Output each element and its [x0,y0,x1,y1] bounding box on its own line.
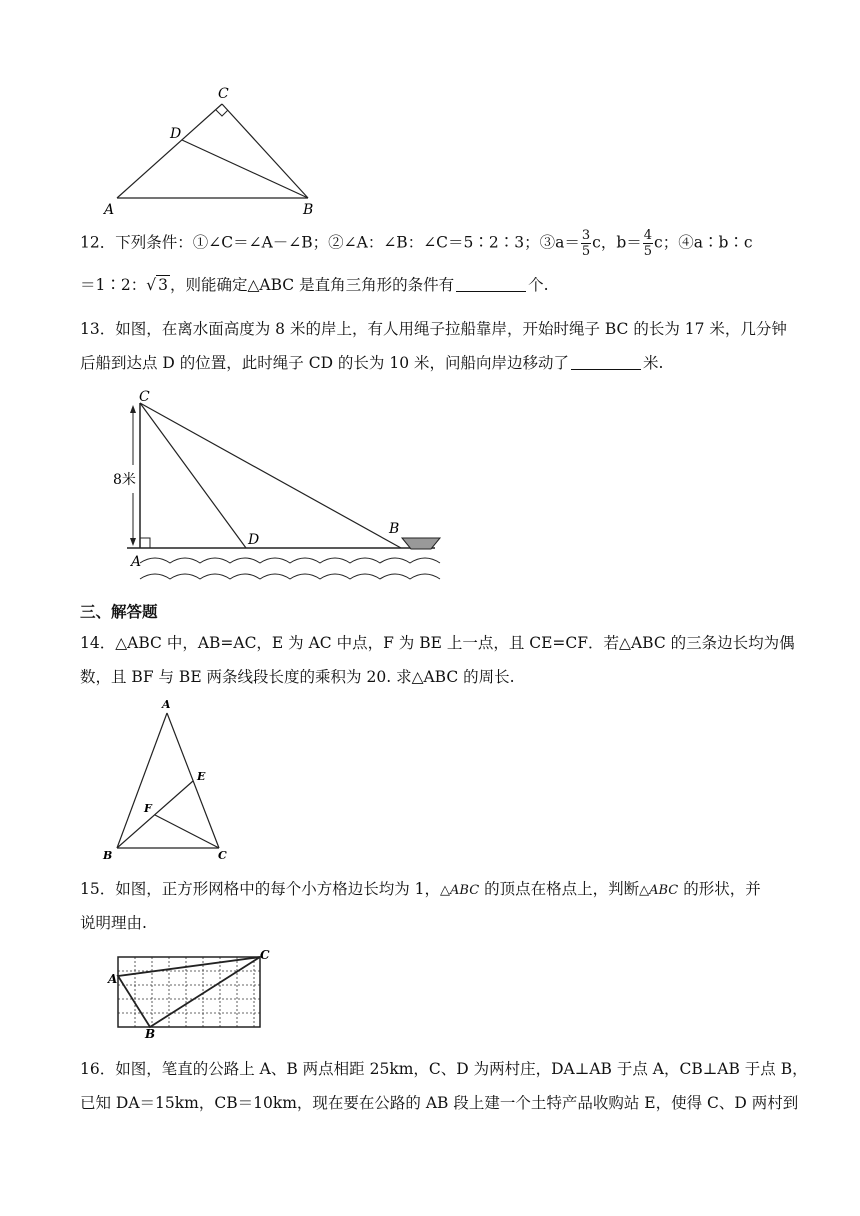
question-12-line1 [80,228,753,259]
sqrt-radicand: 3 [158,276,168,294]
label-b: B [303,202,314,218]
label-d: D [170,126,182,142]
figure-triangle-acb [100,80,340,220]
question-number: 13． [80,320,116,338]
q12-line2-c: 个. [528,276,549,294]
q12-text-b: c，b＝ [592,233,642,252]
label-b: B [103,849,113,862]
figure-isosceles-triangle [100,695,250,865]
question-16-line1 [80,1058,808,1080]
frac-num: 4 [643,228,653,243]
label-height: 8米 [113,472,136,488]
question-number: 15． [80,880,116,898]
q12-text-c: c；④a∶b∶c [654,233,753,252]
q16-line2: 已知 DA＝15km，CB＝10km，现在要在公路的 AB 段上建一个土特产品收购站 E，使得 C、D 两村到 [80,1094,799,1112]
label-d: D [248,532,260,548]
question-number: 16． [80,1060,116,1078]
figure-grid-triangle [100,945,280,1040]
label-e: E [197,770,206,783]
label-c: C [218,849,227,862]
label-b: B [145,1027,156,1040]
q15-line1-b: 的顶点在格点上，判断 [484,880,640,898]
label-c: C [218,86,229,102]
label-f: F [144,802,152,815]
q13-line2-a: 后船到达点 D 的位置，此时绳子 CD 的长为 10 米，问船向岸边移动了 [80,354,570,372]
question-15-line2 [80,912,147,934]
section-title: 三、解答题 [80,603,158,621]
question-14-line2 [80,666,515,688]
q15-line1-a: 如图，正方形网格中的每个小方格边长均为 1， [115,880,441,898]
fraction-3-5 [581,228,591,259]
q15-line2: 说明理由. [80,914,147,932]
label-a: A [108,972,118,986]
label-a: A [162,698,171,711]
frac-den: 5 [581,244,591,259]
q13-line1: 如图，在离水面高度为 8 米的岸上，有人用绳子拉船靠岸，开始时绳子 BC 的长为 17 米，几分钟 [115,320,787,338]
label-a: A [104,202,115,218]
sqrt-3: √ 3 [146,276,168,294]
figure-boat-rope [105,385,455,590]
q15-triangle: △ABC [440,883,480,898]
label-b: B [389,521,400,537]
q12-text-a: 下列条件：①∠C＝∠A－∠B；②∠A：∠B：∠C＝5∶2∶3；③a＝ [115,233,580,252]
label-a: A [131,554,142,570]
q14-line1: △ABC 中，AB=AC，E 为 AC 中点，F 为 BE 上一点，且 CE=CF．若△ABC 的三条边长均为偶 [115,634,795,652]
fraction-4-5 [643,228,653,259]
question-14-line1 [80,632,795,654]
q14-line2: 数，且 BF 与 BE 两条线段长度的乘积为 20. 求△ABC 的周长. [80,668,515,686]
question-13-line1 [80,318,787,340]
q12-line2-a: ＝1∶2： [80,276,147,294]
label-c: C [260,948,270,962]
question-15-line1 [80,878,761,902]
q15-triangle: △ABC [639,883,679,898]
q16-line1: 如图，笔直的公路上 A、B 两点相距 25km，C、D 为两村庄，DA⊥AB 于点 A，CB⊥AB 于点 B， [115,1060,808,1078]
q13-line2-b: 米. [643,354,664,372]
question-number: 14． [80,634,116,652]
answer-blank-13[interactable] [571,354,641,370]
question-number: 12． [80,233,116,252]
frac-num: 3 [581,228,591,243]
question-12-line2 [80,274,549,296]
answer-blank-12[interactable] [456,276,526,292]
q15-line1-c: 的形状，并 [683,880,761,898]
question-16-line2 [80,1092,798,1114]
frac-den: 5 [643,244,653,259]
label-c: C [139,389,150,405]
q12-line2-b: ，则能确定△ABC 是直角三角形的条件有 [170,276,455,294]
question-13-line2 [80,352,663,374]
